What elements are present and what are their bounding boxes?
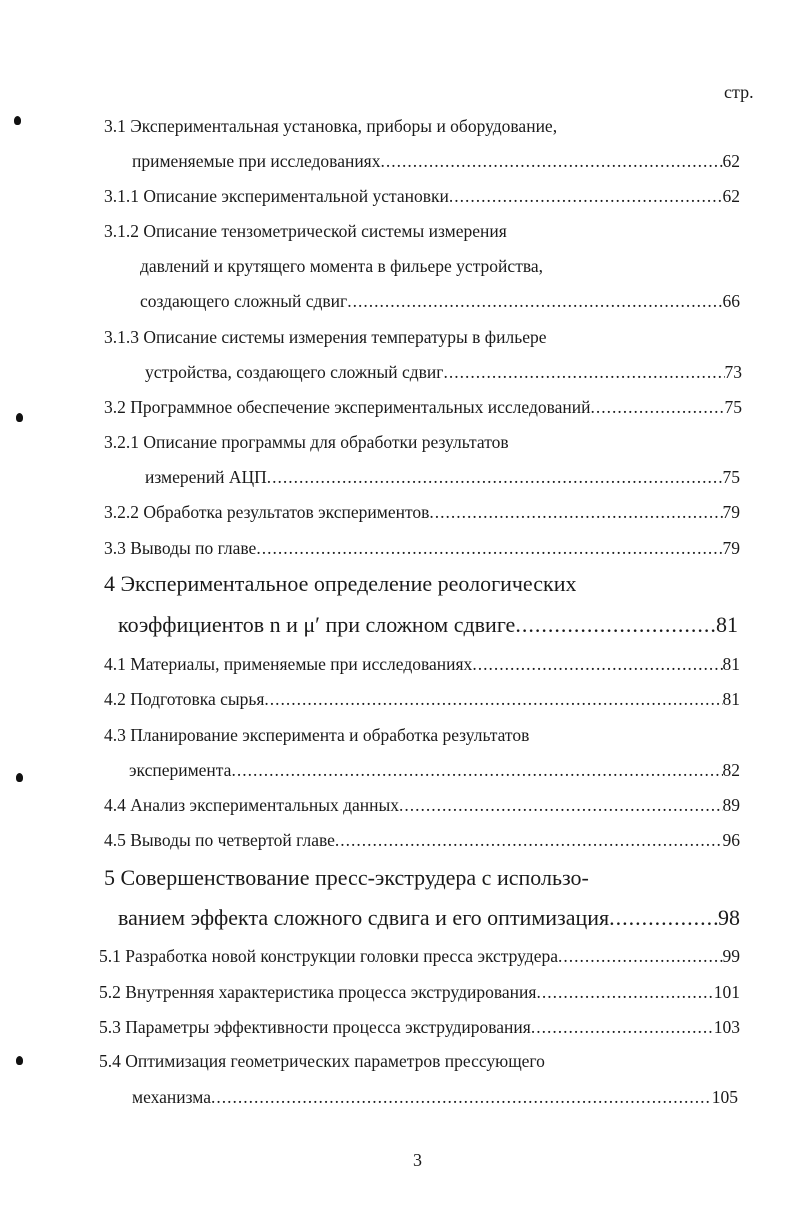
toc-entry-page: 75: [724, 397, 742, 417]
toc-entry: [132, 1087, 738, 1108]
page-column-label: стр.: [724, 82, 754, 102]
toc-entry-title: 3.1.1 Описание экспериментальной установки: [104, 186, 449, 206]
toc-entry-title: 5 Совершенствование пресс-экструдера с использо-: [104, 865, 589, 890]
toc-entry-title: устройства, создающего сложный сдвиг: [145, 362, 444, 382]
toc-entry-page: 66: [722, 291, 740, 311]
toc-entry-title: применяемые при исследованиях: [132, 151, 381, 171]
toc-entry: [104, 116, 557, 137]
leader-dots: [211, 1087, 712, 1108]
toc-entry-title: 4.5 Выводы по четвертой главе: [104, 830, 335, 850]
leader-dots: [335, 830, 723, 851]
leader-dots: [558, 946, 723, 967]
toc-entry-title: ванием эффекта сложного сдвига и его оптимизация: [118, 905, 610, 930]
toc-entry-title: 3.1 Экспериментальная установка, приборы и оборудование,: [104, 116, 558, 136]
toc-entry: [145, 467, 740, 488]
toc-entry-page: 99: [722, 946, 740, 966]
toc-entry-title: эксперимента: [129, 760, 232, 780]
punch-hole-mark: [16, 413, 23, 422]
toc-entry-title: 5.3 Параметры эффективности процесса экструдирования: [99, 1017, 531, 1037]
toc-entry-page: 79: [722, 538, 740, 558]
toc-entry: [104, 432, 509, 453]
toc-entry-page: 81: [716, 612, 738, 637]
toc-entry-title: 3.1.3 Описание системы измерения температуры в фильере: [104, 327, 547, 347]
toc-entry-title: 3.2.1 Описание программы для обработки результатов: [104, 432, 509, 452]
toc-entry-title: создающего сложный сдвиг: [140, 291, 348, 311]
toc-entry: [104, 830, 740, 851]
toc-entry: [104, 795, 740, 816]
punch-hole-mark: [16, 773, 23, 782]
toc-entry: [140, 256, 543, 277]
leader-dots: [443, 362, 724, 383]
leader-dots: [472, 654, 722, 675]
toc-entry: [99, 982, 740, 1003]
toc-entry: [104, 538, 740, 559]
leader-dots: [267, 467, 723, 488]
chapter-heading: [104, 571, 576, 597]
toc-entry-title: 5.1 Разработка новой конструкции головки пресса экструдера: [99, 946, 558, 966]
toc-entry: [104, 397, 742, 418]
toc-entry-title: измерений АЦП: [145, 467, 267, 487]
punch-hole-mark: [14, 116, 21, 125]
toc-entry-page: 62: [722, 186, 740, 206]
toc-entry-page: 82: [722, 760, 740, 780]
toc-entry-page: 79: [722, 502, 740, 522]
toc-entry-title: коэффициентов n и μ′ при сложном сдвиге: [118, 612, 516, 637]
leader-dots: [399, 795, 722, 816]
toc-entry-title: 4 Экспериментальное определение реологических: [104, 571, 577, 596]
leader-dots: [515, 612, 716, 638]
leader-dots: [256, 538, 722, 559]
toc-entry-page: 101: [713, 982, 740, 1002]
toc-entry-title: 3.2 Программное обеспечение экспериментальных исследований: [104, 397, 591, 417]
toc-entry: [104, 221, 507, 242]
toc-entry-page: 73: [724, 362, 742, 382]
toc-entry-page: 81: [722, 654, 740, 674]
toc-entry: [104, 654, 740, 675]
leader-dots: [531, 1017, 714, 1038]
toc-entry-title: механизма: [132, 1087, 212, 1107]
toc-entry-page: 103: [713, 1017, 740, 1037]
chapter-heading: [118, 905, 740, 931]
toc-entry-title: 3.1.2 Описание тензометрической системы измерения: [104, 221, 507, 241]
toc-entry: [99, 1017, 740, 1038]
toc-entry-page: 62: [722, 151, 740, 171]
toc-entry: [104, 502, 740, 523]
toc-entry-title: 3.2.2 Обработка результатов экспериментов: [104, 502, 430, 522]
toc-entry: [104, 327, 547, 348]
toc-entry-title: 4.1 Материалы, применяемые при исследованиях: [104, 654, 473, 674]
toc-entry: [104, 186, 740, 207]
leader-dots: [536, 982, 713, 1003]
leader-dots: [231, 760, 722, 781]
punch-hole-mark: [16, 1056, 23, 1065]
toc-entry: [104, 725, 529, 746]
toc-entry-page: 105: [711, 1087, 738, 1107]
toc-entry-page: 75: [722, 467, 740, 487]
toc-entry: [132, 151, 740, 172]
leader-dots: [347, 291, 722, 312]
toc-entry-page: 89: [722, 795, 740, 815]
chapter-heading: [104, 865, 589, 891]
page-number: 3: [413, 1150, 422, 1170]
toc-entry: [104, 689, 740, 710]
toc-entry-title: 4.2 Подготовка сырья: [104, 689, 265, 709]
toc-entry: [140, 291, 740, 312]
leader-dots: [609, 905, 718, 931]
leader-dots: [264, 689, 722, 710]
leader-dots: [381, 151, 723, 172]
toc-entry-page: 96: [722, 830, 740, 850]
toc-entry-title: 4.4 Анализ экспериментальных данных: [104, 795, 400, 815]
toc-entry: [129, 760, 740, 781]
toc-entry-title: давлений и крутящего момента в фильере устройства,: [140, 256, 544, 276]
chapter-heading: [118, 612, 738, 638]
toc-entry-title: 3.3 Выводы по главе: [104, 538, 257, 558]
toc-entry: [99, 1051, 545, 1072]
toc-entry: [99, 946, 740, 967]
toc-entry-title: 4.3 Планирование эксперимента и обработка результатов: [104, 725, 530, 745]
leader-dots: [429, 502, 722, 523]
toc-entry-title: 5.2 Внутренняя характеристика процесса экструдирования: [99, 982, 537, 1002]
leader-dots: [591, 397, 725, 418]
leader-dots: [449, 186, 723, 207]
toc-entry-page: 81: [722, 689, 740, 709]
toc-entry-title: 5.4 Оптимизация геометрических параметров прессующего: [99, 1051, 545, 1071]
toc-entry: [145, 362, 742, 383]
toc-entry-page: 98: [718, 905, 740, 930]
